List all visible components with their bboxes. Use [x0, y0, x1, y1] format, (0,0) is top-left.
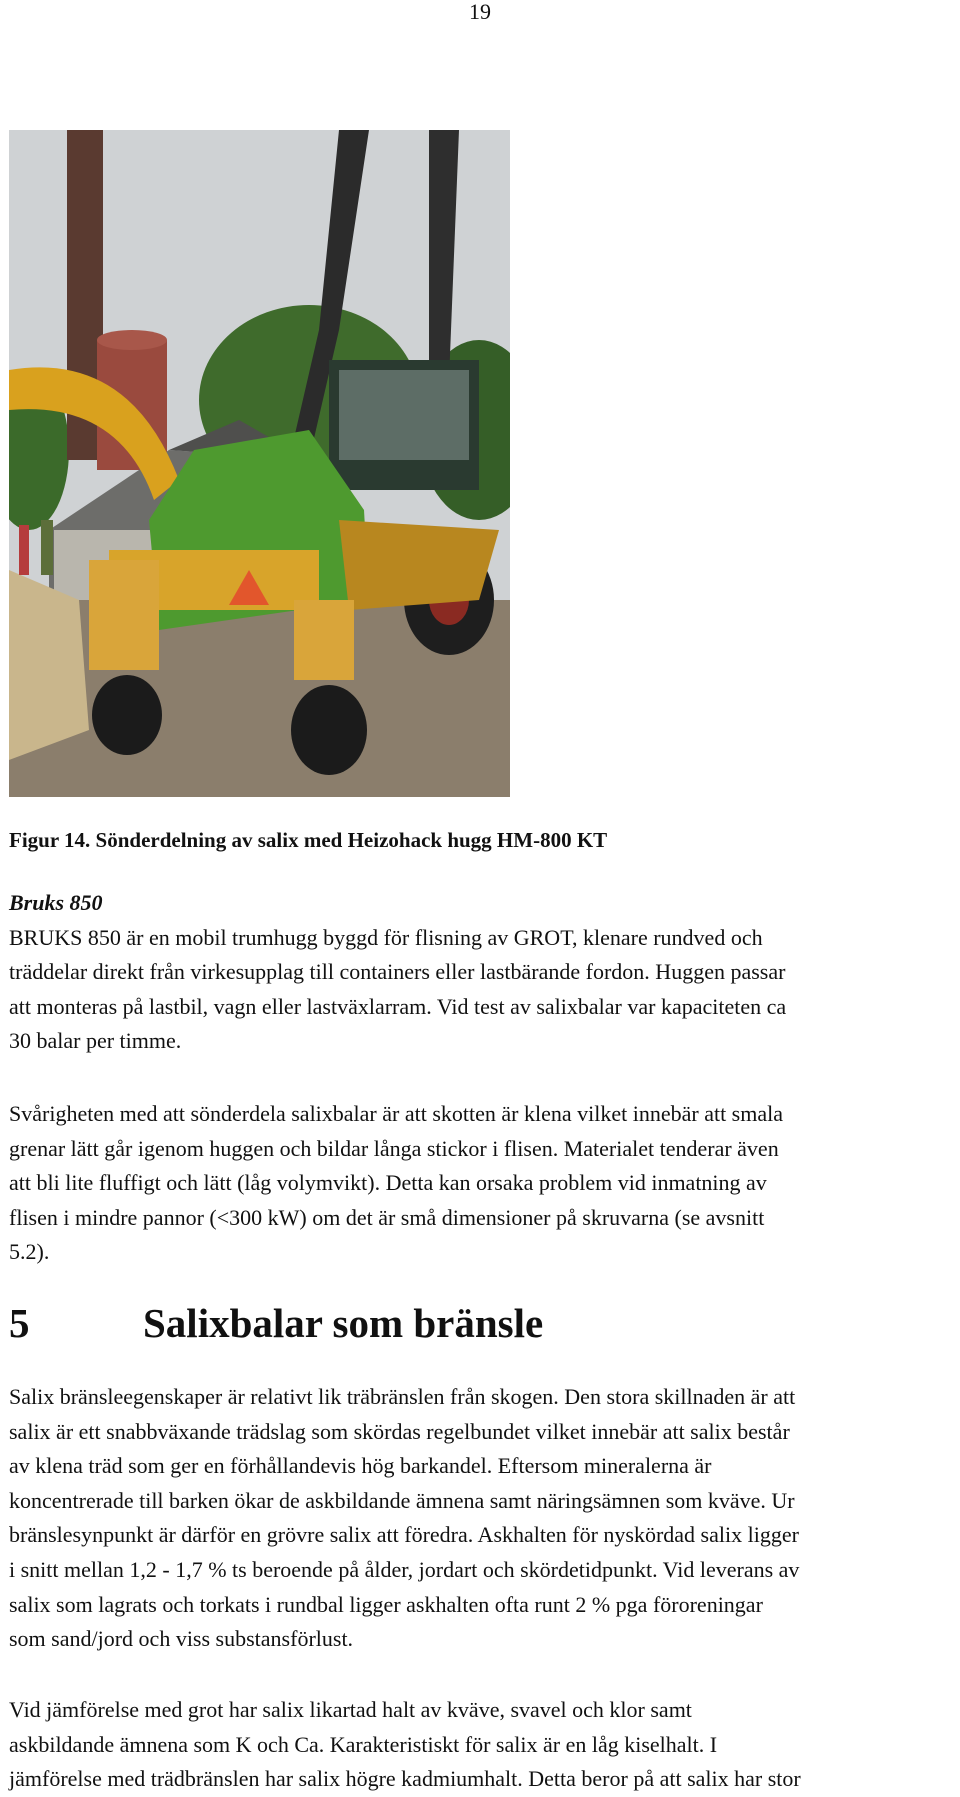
section5-paragraph-2 [9, 1693, 954, 1797]
paragraph-line: som sand/jord och viss substansförlust. [9, 1626, 354, 1652]
paragraph-line: att monteras på lastbil, vagn eller lastväxlarram. Vid test av salixbalar var kapaciteten ca [9, 993, 787, 1019]
subheading-bruks-850: Bruks 850 [9, 890, 103, 915]
paragraph-line: av klena träd som ger en förhållandevis hög barkandel. Eftersom mineralerna är [9, 1453, 712, 1479]
section5-paragraph-1 [9, 1380, 954, 1657]
bruks-section [9, 886, 954, 1059]
paragraph-line: Svårigheten med att sönderdela salixbalar är att skotten är klena vilket innebär att smala [9, 1101, 783, 1126]
paragraph-line: Salix bränsleegenskaper är relativt lik träbränslen från skogen. Den stora skillnaden är att [9, 1384, 796, 1409]
paragraph-line: jämförelse med trädbränslen har salix högre kadmiumhalt. Detta beror på att salix har stor [9, 1766, 801, 1792]
section-number: 5 [9, 1300, 30, 1346]
section-heading [9, 1294, 543, 1352]
paragraph-line: att bli lite fluffigt och lätt (låg volymvikt). Detta kan orsaka problem vid inmatning av [9, 1170, 767, 1196]
paragraph-line: koncentrerade till barken ökar de askbildande ämnena samt näringsämnen som kväve. Ur [9, 1487, 795, 1513]
paragraph-line: träddelar direkt från virkesupplag till containers eller lastbärande fordon. Huggen passar [9, 959, 786, 985]
paragraph-line: bränslesynpunkt är därför en grövre salix att föredra. Askhalten för nyskördad salix ligger [9, 1522, 799, 1548]
figure-caption: Figur 14. Sönderdelning av salix med Heizohack hugg HM-800 KT [9, 828, 608, 852]
paragraph-line: salix som lagrats och torkats i rundbal ligger askhalten ofta runt 2 % pga föroreningar [9, 1591, 763, 1617]
paragraph-line: flisen i mindre pannor (<300 kW) om det är små dimensioner på skruvarna (se avsnitt [9, 1204, 765, 1230]
bruks-paragraph-2 [9, 1097, 954, 1270]
page-number: 19 [469, 0, 491, 24]
paragraph-line: Vid jämförelse med grot har salix likartad halt av kväve, svavel och klor samt [9, 1697, 692, 1722]
paragraph-line: grenar lätt går igenom huggen och bildar långa stickor i flisen. Materialet tenderar även [9, 1135, 779, 1161]
paragraph-line: 30 balar per timme. [9, 1028, 182, 1054]
paragraph-line: salix är ett snabbväxande trädslag som skördas regelbundet vilket innebär att salix består [9, 1418, 790, 1444]
paragraph-line: askbildande ämnena som K och Ca. Karakteristiskt för salix är en låg kiselhalt. I [9, 1731, 718, 1757]
wood-chipper-photo-icon [9, 130, 510, 797]
paragraph-line: i snitt mellan 1,2 - 1,7 % ts beroende på ålder, jordart och skördetidpunkt. Vid leverans av [9, 1556, 800, 1582]
paragraph-line: 5.2). [9, 1239, 50, 1265]
section-title: Salixbalar som bränsle [143, 1300, 544, 1346]
figure-photo [9, 130, 510, 797]
paragraph-line: BRUKS 850 är en mobil trumhugg byggd för flisning av GROT, klenare rundved och [9, 924, 763, 950]
